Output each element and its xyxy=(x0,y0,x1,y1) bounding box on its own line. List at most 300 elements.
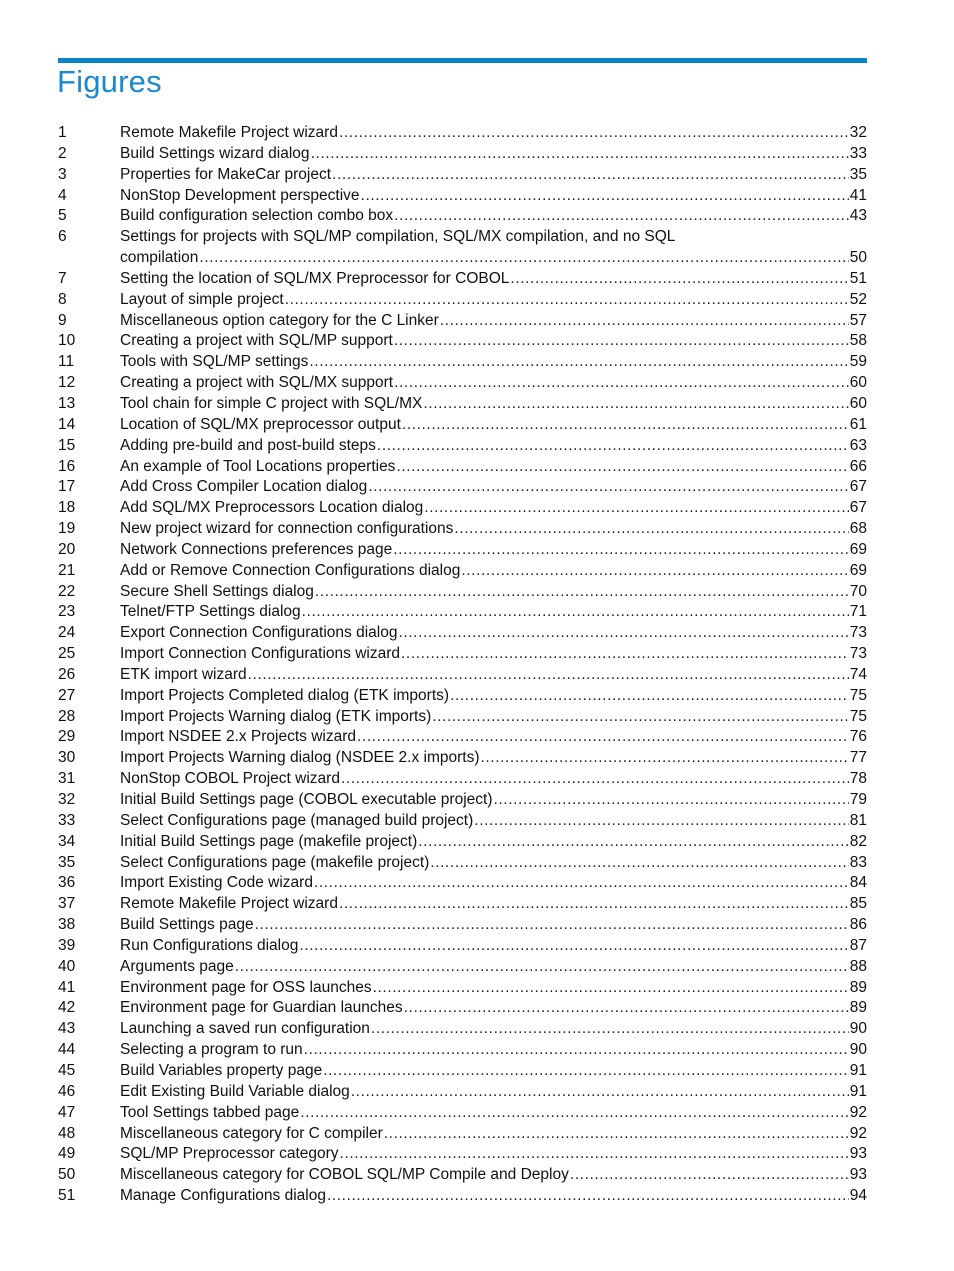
figure-entry[interactable] xyxy=(58,373,867,394)
page-number: 71 xyxy=(849,603,867,621)
figure-title: Launching a saved run configuration xyxy=(120,1020,370,1038)
dot-leader xyxy=(299,936,848,957)
figure-number: 32 xyxy=(58,791,76,808)
figure-number: 13 xyxy=(58,394,76,412)
figure-number: 11 xyxy=(58,353,75,371)
dot-leader xyxy=(423,394,848,415)
figure-entry-body xyxy=(120,352,867,373)
page-number: 67 xyxy=(849,499,867,517)
figure-entry[interactable] xyxy=(58,311,867,332)
figure-entry[interactable] xyxy=(58,1103,867,1124)
dot-leader xyxy=(402,415,849,436)
figure-title: Remote Makefile Project wizard xyxy=(120,124,338,141)
figure-title: Build configuration selection combo box xyxy=(120,207,394,225)
figure-title: Import Projects Warning dialog (ETK imports) xyxy=(120,707,432,725)
figure-title-last-line xyxy=(120,519,867,540)
figure-title-last-line xyxy=(120,394,867,415)
figure-number: 22 xyxy=(58,582,76,600)
figure-title: NonStop Development perspective xyxy=(120,186,360,204)
figure-title: Properties for MakeCar project xyxy=(120,165,332,183)
figure-title: Miscellaneous category for COBOL SQL/MP Compile and Deploy xyxy=(120,1166,569,1184)
page-number: 81 xyxy=(849,811,867,829)
figure-number: 6 xyxy=(58,228,67,246)
figure-entry-body xyxy=(120,165,867,186)
page-number: 69 xyxy=(849,540,867,558)
figure-title: compilation xyxy=(120,249,199,267)
figure-title: Miscellaneous category for C compiler xyxy=(120,1124,383,1142)
figure-entry-body xyxy=(120,1019,867,1040)
figure-number: 23 xyxy=(58,603,76,621)
figure-title-last-line xyxy=(120,748,867,769)
figure-entry[interactable] xyxy=(58,623,867,644)
figure-number: 51 xyxy=(58,1187,76,1205)
figure-entry[interactable] xyxy=(58,519,867,540)
figure-entry[interactable] xyxy=(58,540,867,561)
figure-title: Tools with SQL/MP settings xyxy=(120,353,309,371)
page-number: 84 xyxy=(849,874,867,892)
figure-entry[interactable] xyxy=(58,1165,867,1186)
figure-title-last-line xyxy=(120,998,867,1019)
figure-entry[interactable] xyxy=(58,331,867,352)
page-number: 69 xyxy=(849,561,867,579)
figure-title-last-line xyxy=(120,436,867,457)
figure-entry-body xyxy=(120,331,867,352)
figure-title: Import Projects Warning dialog (NSDEE 2.x imports) xyxy=(120,749,480,767)
figure-number: 44 xyxy=(58,1041,76,1059)
dot-leader xyxy=(339,123,849,144)
page-number: 61 xyxy=(849,415,867,433)
figure-number: 16 xyxy=(58,457,76,475)
figure-entry[interactable] xyxy=(58,873,867,894)
page-number: 88 xyxy=(849,957,867,975)
figure-entry[interactable] xyxy=(58,477,867,498)
dot-leader xyxy=(361,186,849,207)
top-rule xyxy=(58,58,867,63)
dot-leader xyxy=(371,1019,849,1040)
dot-leader xyxy=(235,957,849,978)
figure-entry[interactable] xyxy=(58,290,867,311)
page-number: 85 xyxy=(849,895,867,913)
figure-number: 34 xyxy=(58,832,76,850)
figure-title: Select Configurations page (makefile project) xyxy=(120,853,430,871)
dot-leader xyxy=(440,311,849,332)
figure-number: 8 xyxy=(58,290,67,308)
figure-entry-body xyxy=(120,665,867,686)
figure-number: 15 xyxy=(58,436,76,454)
dot-leader xyxy=(300,1103,849,1124)
page-number: 91 xyxy=(849,1082,867,1100)
figure-entry[interactable] xyxy=(58,832,867,853)
dot-leader xyxy=(394,373,849,394)
figure-title-last-line xyxy=(120,894,867,915)
figure-title-last-line xyxy=(120,1082,867,1103)
figure-title: Export Connection Configurations dialog xyxy=(120,624,398,642)
figure-number: 45 xyxy=(58,1061,76,1079)
figure-title-last-line xyxy=(120,1061,867,1082)
figures-list xyxy=(58,123,867,1207)
page-number: 93 xyxy=(849,1166,867,1184)
figure-entry-body xyxy=(120,686,867,707)
figure-title: Build Settings wizard dialog xyxy=(120,144,310,162)
page-number: 83 xyxy=(849,853,867,871)
figure-entry[interactable] xyxy=(58,123,867,144)
figure-title-last-line xyxy=(120,477,867,498)
figure-entry-body xyxy=(120,206,867,227)
figure-number: 17 xyxy=(58,478,76,496)
dot-leader xyxy=(401,644,849,665)
figure-entry-body xyxy=(120,561,867,582)
figure-entry-body xyxy=(120,1061,867,1082)
figure-title-last-line xyxy=(120,498,867,519)
page-number: 51 xyxy=(849,269,867,287)
page-number: 82 xyxy=(849,832,867,850)
figure-number: 3 xyxy=(58,165,67,183)
dot-leader xyxy=(398,623,848,644)
figure-title-last-line xyxy=(120,144,867,165)
dot-leader xyxy=(315,582,849,603)
figure-entry-body xyxy=(120,602,867,623)
figure-number: 7 xyxy=(58,269,67,287)
figure-number: 9 xyxy=(58,311,67,329)
figure-entry[interactable] xyxy=(58,811,867,832)
figure-number: 10 xyxy=(58,332,76,350)
figure-entry[interactable] xyxy=(58,769,867,790)
page-number: 73 xyxy=(849,645,867,663)
figure-number: 47 xyxy=(58,1103,76,1121)
figure-title-last-line xyxy=(120,957,867,978)
figure-entry-body xyxy=(120,748,867,769)
figure-entry-body xyxy=(120,1144,867,1165)
page-number: 32 xyxy=(849,124,867,141)
figure-title: Initial Build Settings page (makefile project) xyxy=(120,832,418,850)
page-number: 67 xyxy=(849,478,867,496)
figure-entry-body xyxy=(120,519,867,540)
figure-number: 14 xyxy=(58,415,76,433)
dot-leader xyxy=(311,144,849,165)
dot-leader xyxy=(351,1082,849,1103)
figure-entry[interactable] xyxy=(58,498,867,519)
figure-title: Add or Remove Connection Configurations dialog xyxy=(120,561,461,579)
figure-title-last-line xyxy=(120,1144,867,1165)
figure-title-last-line xyxy=(120,853,867,874)
page-number: 87 xyxy=(849,936,867,954)
page-number: 93 xyxy=(849,1145,867,1163)
figure-title-last-line xyxy=(120,186,867,207)
figure-number: 30 xyxy=(58,749,76,767)
figure-title: Run Configurations dialog xyxy=(120,936,299,954)
figure-number: 49 xyxy=(58,1145,76,1163)
figure-entry-body xyxy=(120,1082,867,1103)
figure-entry[interactable] xyxy=(58,998,867,1019)
figure-number: 43 xyxy=(58,1020,76,1038)
figure-entry[interactable] xyxy=(58,915,867,936)
figure-title: Miscellaneous option category for the C Linker xyxy=(120,311,439,329)
figure-title-last-line xyxy=(120,123,867,144)
figure-title-last-line xyxy=(120,1103,867,1124)
figure-title-last-line xyxy=(120,832,867,853)
figure-title-last-line xyxy=(120,352,867,373)
figure-title: Environment page for OSS launches xyxy=(120,978,372,996)
figure-entry[interactable] xyxy=(58,415,867,436)
page-number: 59 xyxy=(849,353,867,371)
dot-leader xyxy=(368,477,848,498)
figure-entry[interactable] xyxy=(58,665,867,686)
figure-entry[interactable] xyxy=(58,1061,867,1082)
figure-title-last-line xyxy=(120,582,867,603)
figure-title-last-line xyxy=(120,373,867,394)
figure-entry[interactable] xyxy=(58,1082,867,1103)
figure-title-last-line xyxy=(120,769,867,790)
figure-title: Setting the location of SQL/MX Preprocessor for COBOL xyxy=(120,269,510,287)
figure-entry[interactable] xyxy=(58,206,867,227)
figure-title-last-line xyxy=(120,311,867,332)
figure-title: Creating a project with SQL/MP support xyxy=(120,332,393,350)
dot-leader xyxy=(332,165,849,186)
figure-entry[interactable] xyxy=(58,936,867,957)
page-number: 41 xyxy=(849,186,867,204)
figure-title: Manage Configurations dialog xyxy=(120,1187,326,1205)
figure-number: 38 xyxy=(58,916,76,934)
dot-leader xyxy=(309,352,848,373)
figure-entry[interactable] xyxy=(58,686,867,707)
figure-title: Network Connections preferences page xyxy=(120,540,393,558)
figure-title-last-line xyxy=(120,1019,867,1040)
figure-number: 42 xyxy=(58,999,76,1017)
page-number: 92 xyxy=(849,1124,867,1142)
figure-entry-body xyxy=(120,894,867,915)
page-number: 86 xyxy=(849,916,867,934)
figure-entry[interactable] xyxy=(58,957,867,978)
page-number: 73 xyxy=(849,624,867,642)
dot-leader xyxy=(450,686,849,707)
dot-leader xyxy=(199,248,848,269)
figure-entry-body xyxy=(120,811,867,832)
figure-entry[interactable] xyxy=(58,894,867,915)
figure-entry[interactable] xyxy=(58,1040,867,1061)
figure-title-line xyxy=(120,227,867,248)
figure-entry-body xyxy=(120,457,867,478)
dot-leader xyxy=(302,602,849,623)
dot-leader xyxy=(570,1165,849,1186)
figure-number: 41 xyxy=(58,978,76,996)
figure-title: Import Projects Completed dialog (ETK imports) xyxy=(120,686,450,704)
dot-leader xyxy=(327,1186,849,1207)
figure-number: 50 xyxy=(58,1166,76,1184)
figure-entry-body xyxy=(120,540,867,561)
figure-title-last-line xyxy=(120,936,867,957)
page-number: 76 xyxy=(849,728,867,746)
page-number: 94 xyxy=(849,1187,867,1205)
figure-title-last-line xyxy=(120,206,867,227)
figure-entry[interactable] xyxy=(58,165,867,186)
figure-title: Tool Settings tabbed page xyxy=(120,1103,300,1121)
figure-number: 26 xyxy=(58,665,76,683)
figure-title-last-line xyxy=(120,540,867,561)
figure-number: 4 xyxy=(58,186,67,204)
figure-number: 12 xyxy=(58,374,76,392)
figure-entry[interactable] xyxy=(58,644,867,665)
page-number: 63 xyxy=(849,436,867,454)
figure-entry[interactable] xyxy=(58,186,867,207)
dot-leader xyxy=(339,894,849,915)
figure-number: 20 xyxy=(58,540,76,558)
page-number: 70 xyxy=(849,582,867,600)
figure-title: Settings for projects with SQL/MP compilation, SQL/MX compilation, and no SQL xyxy=(120,228,676,246)
page-number: 74 xyxy=(849,665,867,683)
page-number: 75 xyxy=(849,686,867,704)
figure-entry-body xyxy=(120,1103,867,1124)
figure-title: Build Settings page xyxy=(120,916,254,934)
figure-number: 27 xyxy=(58,686,76,704)
figure-entry[interactable] xyxy=(58,269,867,290)
page-number: 66 xyxy=(849,457,867,475)
figure-title-last-line xyxy=(120,686,867,707)
figure-title-last-line xyxy=(120,790,867,811)
figure-title-last-line xyxy=(120,1124,867,1145)
page-number: 60 xyxy=(849,374,867,392)
page-number: 92 xyxy=(849,1103,867,1121)
figure-title: Import Existing Code wizard xyxy=(120,874,313,892)
figure-title: ETK import wizard xyxy=(120,665,247,683)
figure-entry-body xyxy=(120,415,867,436)
figure-title-last-line xyxy=(120,727,867,748)
dot-leader xyxy=(454,519,848,540)
dot-leader xyxy=(357,727,849,748)
figure-entry[interactable] xyxy=(58,227,867,269)
figure-title-last-line xyxy=(120,665,867,686)
dot-leader xyxy=(510,269,848,290)
dot-leader xyxy=(461,561,848,582)
page-number: 43 xyxy=(849,207,867,225)
figure-entry-body xyxy=(120,582,867,603)
page-number: 91 xyxy=(849,1061,867,1079)
figure-entry-body xyxy=(120,957,867,978)
dot-leader xyxy=(432,707,849,728)
figure-entry[interactable] xyxy=(58,394,867,415)
figure-entry-body xyxy=(120,915,867,936)
figure-title: Import Connection Configurations wizard xyxy=(120,645,400,663)
figure-title: Adding pre-build and post-build steps xyxy=(120,436,376,454)
figure-title-last-line xyxy=(120,1186,867,1207)
figure-number: 19 xyxy=(58,520,76,538)
dot-leader xyxy=(404,998,849,1019)
page-number: 57 xyxy=(849,311,867,329)
figure-number: 25 xyxy=(58,645,76,663)
figure-entry-body xyxy=(120,707,867,728)
figure-number: 40 xyxy=(58,957,76,975)
figure-entry[interactable] xyxy=(58,602,867,623)
page-number: 77 xyxy=(849,749,867,767)
figure-title: Add Cross Compiler Location dialog xyxy=(120,478,368,496)
figure-entry[interactable] xyxy=(58,727,867,748)
figure-title-last-line xyxy=(120,457,867,478)
figure-title-last-line xyxy=(120,415,867,436)
page-number: 60 xyxy=(849,394,867,412)
figure-entry-body xyxy=(120,623,867,644)
figure-number: 21 xyxy=(58,561,76,579)
figure-entry-body xyxy=(120,769,867,790)
figure-entry[interactable] xyxy=(58,561,867,582)
figure-entry-body xyxy=(120,436,867,457)
figure-entry-body xyxy=(120,998,867,1019)
page-number: 89 xyxy=(849,999,867,1017)
figure-title: Selecting a program to run xyxy=(120,1041,303,1059)
figure-title: SQL/MP Preprocessor category xyxy=(120,1145,339,1163)
figure-entry[interactable] xyxy=(58,1186,867,1207)
figure-entry-body xyxy=(120,269,867,290)
figure-entry[interactable] xyxy=(58,1019,867,1040)
figure-entry[interactable] xyxy=(58,853,867,874)
figure-title: Environment page for Guardian launches xyxy=(120,999,403,1017)
figure-title-last-line xyxy=(120,811,867,832)
page-number: 58 xyxy=(849,332,867,350)
dot-leader xyxy=(396,457,848,478)
dot-leader xyxy=(493,790,848,811)
figure-entry[interactable] xyxy=(58,144,867,165)
dot-leader xyxy=(314,873,849,894)
figure-entry[interactable] xyxy=(58,1144,867,1165)
figure-entry-body xyxy=(120,1165,867,1186)
figure-entry[interactable] xyxy=(58,978,867,999)
figure-entry-body xyxy=(120,978,867,999)
figure-number: 48 xyxy=(58,1124,76,1142)
figure-entry[interactable] xyxy=(58,582,867,603)
figure-entry[interactable] xyxy=(58,457,867,478)
dot-leader xyxy=(424,498,848,519)
page-number: 79 xyxy=(849,791,867,808)
figure-number: 37 xyxy=(58,895,76,913)
figure-entry[interactable] xyxy=(58,436,867,457)
figure-entry[interactable] xyxy=(58,352,867,373)
dot-leader xyxy=(248,665,849,686)
figure-entry[interactable] xyxy=(58,1124,867,1145)
figure-title: Select Configurations page (managed build project) xyxy=(120,811,474,829)
figure-title-last-line xyxy=(120,915,867,936)
figure-number: 24 xyxy=(58,624,76,642)
page-number: 90 xyxy=(849,1020,867,1038)
dot-leader xyxy=(430,853,848,874)
figure-entry-body xyxy=(120,477,867,498)
figure-number: 18 xyxy=(58,499,76,517)
figure-title-last-line xyxy=(120,623,867,644)
figure-entry-body xyxy=(120,186,867,207)
figure-title-last-line xyxy=(120,1165,867,1186)
figure-entry-body xyxy=(120,144,867,165)
figure-title: Layout of simple project xyxy=(120,290,284,308)
figure-entry[interactable] xyxy=(58,707,867,728)
figure-entry-body xyxy=(120,936,867,957)
figure-entry[interactable] xyxy=(58,748,867,769)
figure-number: 33 xyxy=(58,811,76,829)
figure-title: Remote Makefile Project wizard xyxy=(120,895,338,913)
figure-title: Build Variables property page xyxy=(120,1061,323,1079)
figure-number: 36 xyxy=(58,874,76,892)
figure-entry-body xyxy=(120,853,867,874)
figure-title-last-line xyxy=(120,873,867,894)
figure-entry-body xyxy=(120,498,867,519)
page-title: Figures xyxy=(57,64,162,99)
figure-title-last-line xyxy=(120,1040,867,1061)
page-number: 33 xyxy=(849,144,867,162)
figure-entry-body xyxy=(120,311,867,332)
figure-number: 29 xyxy=(58,728,76,746)
dot-leader xyxy=(377,436,849,457)
dot-leader xyxy=(394,331,849,352)
figure-title: Add SQL/MX Preprocessors Location dialog xyxy=(120,499,424,517)
figure-entry-body xyxy=(120,227,867,269)
figure-title: Edit Existing Build Variable dialog xyxy=(120,1082,350,1100)
figure-entry[interactable] xyxy=(58,790,867,811)
